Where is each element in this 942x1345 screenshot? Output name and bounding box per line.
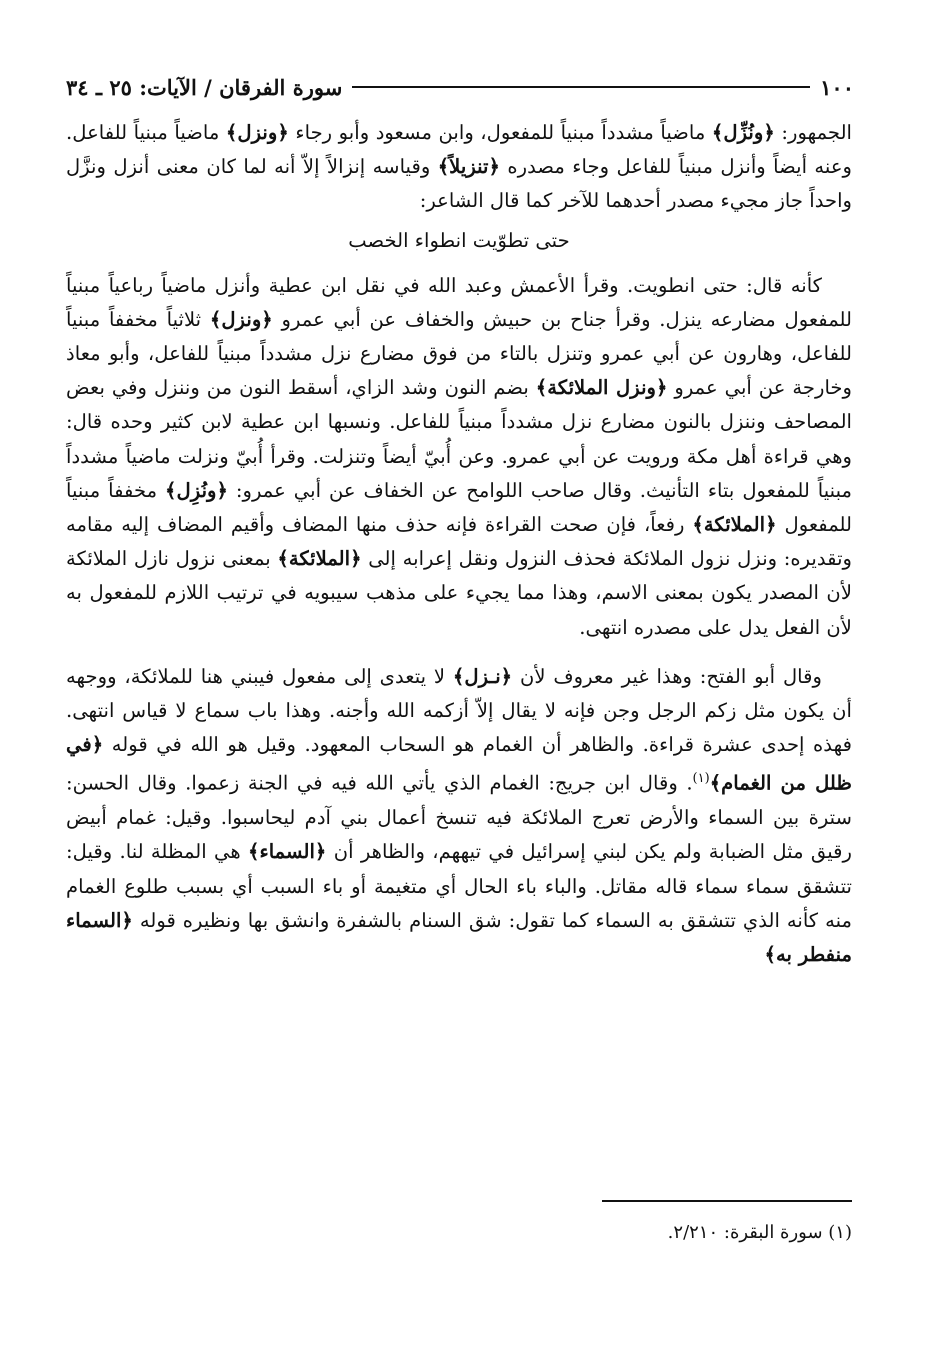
text-segment: ماضياً مشدداً مبنياً للمفعول، وابن مسعود وأبو رجاء: [288, 121, 712, 144]
text-segment: هي المظلة لنا. وقيل: تتشقق سماء سماء قاله مقاتل. والباء باء الحال أي متغيمة أو باء السبب أي بسبب طلوع الغمام منه كأنه الذي تتشقق به السماء كما تقول: شق السنام بالشفرة وانشق بها ونظيره قوله: [66, 840, 852, 932]
quran-quote: ﴿ونُزِّل﴾: [711, 121, 775, 144]
text-segment: الجمهور:: [774, 121, 852, 144]
text-segment: ثلاثياً مخففاً مبنياً للفاعل، وهارون عن أبي عمرو وتنزل بالتاء من فوق مضارع نزل مشدداً مبنياً للفاعل، وأبو معاذ وخارجة عن أبي عمرو: [66, 307, 852, 400]
quran-quote: ﴿ونزل الملائكة﴾: [535, 376, 668, 400]
footnote-separator: [602, 1200, 852, 1202]
main-text: [66, 116, 852, 972]
header-rule: [352, 86, 810, 88]
text-segment: حتى تطوّيت انطواء الخصب: [348, 228, 570, 252]
text-segment: بمعنى نزول نازل الملائكة لأن المصدر يكون بمعنى الاسم، وهذا مما يجيء على مذهب سيبويه في ترتيب اللازم للمفعول به لأن الفعل يدل على مصدره انتهى.: [66, 547, 852, 639]
paragraph-gap: [66, 645, 852, 660]
quran-quote: ﴿السماء﴾: [248, 840, 327, 864]
text-segment: كأنه قال: حتى انطويت. وقرأ الأعمش وعبد الله في نقل ابن عطية وأنزل ماضياً رباعياً مبنياً للمفعول مضارعه ينزل. وقرأ جناح بن حبيش والخفاف عن أبي عمرو: [66, 273, 852, 331]
quran-quote: ﴿ونزل﴾: [209, 307, 273, 331]
paragraph: [66, 660, 852, 972]
text-segment: وقال أبو الفتح: وهذا غير معروف لأن: [512, 664, 822, 688]
quran-quote: ﴿الملائكة﴾: [277, 547, 362, 571]
quran-quote: ﴿السماء منفطر به﴾: [66, 908, 852, 966]
quran-quote: ﴿في ظلل من الغمام﴾: [66, 733, 852, 795]
quran-quote: ﴿تنزيلاً﴾: [437, 155, 500, 179]
paragraph: [66, 116, 852, 219]
poetry-verse: [66, 223, 852, 259]
quran-quote: ﴿نـزل﴾: [452, 664, 513, 688]
quran-quote: ﴿ونزل﴾: [225, 121, 289, 144]
page-number: ١٠٠: [820, 74, 854, 100]
running-title: سورة الفرقان / الآيات: ٢٥ ـ ٣٤: [66, 74, 343, 100]
quran-quote: ﴿ونُزِل﴾: [165, 478, 228, 502]
text-segment: بضم النون وشد الزاي، أسقط النون من وننزل وفي بعض المصاحف وننزل بالنون مضارع نزل مشدداً مبنياً للفاعل. ونسبها ابن عطية لابن كثير وحده قال: وهي قراءة أهل مكة ورويت عن أبي عمرو. وعن أُبيّ أيضاً وتنزلت. وقرأ أُبيّ ونزلت ماضياً مشدداً مبنياً للمفعول بتاء التأنيث. وقال صاحب اللوامح عن الخفاف عن أبي عمرو:: [66, 376, 852, 502]
text-segment: لا يتعدى إلى مفعول فيبني هنا للملائكة، ووجهه أن يكون مثل زكم الرجل وجن فإنه لا يقال إلاّ أزكمه الله وأجنه. وهذا باب سماع لا قياس انتهى. فهذه إحدى عشرة قراءة. والظاهر أن الغمام هو السحاب المعهود. وقيل هو الله في قوله: [66, 664, 852, 757]
text-segment: مخففاً مبنياً للمفعول: [66, 478, 852, 537]
text-segment: رفعاً، فإن صحت القراءة فإنه حذف منها المضاف وأقيم المضاف إليه مقامه وتقديره: ونزل نزول الملائكة فحذف النزول ونقل إعرابه إلى: [66, 513, 852, 571]
footnote-marker: (١): [692, 771, 710, 787]
text-segment: . وقال ابن جريج: الغمام الذي يأتي الله فيه في الجنة زعموا. وقال الحسن: سترة بين السماء والأرض تعرج الملائكة فيه تنسخ أعمال بني آدم ليحاسبوا. وقيل: غمام أبيض رقيق مثل الضبابة ولم يكن لبني إسرائيل في تيههم، والظاهر أن: [66, 771, 852, 864]
paragraph: [66, 269, 852, 645]
quran-quote: ﴿الملائكة﴾: [692, 513, 777, 537]
text-segment: وقياسه إنزالاً إلاّ أنه لما كان معنى أنزل ونزَّل واحداً جاز مجيء مصدر أحدهما للآخر كما قال الشاعر:: [66, 155, 852, 213]
page-header: [66, 72, 854, 102]
footnote: (١) سورة البقرة: ٢/٢١٠.: [667, 1222, 852, 1243]
text-segment: ماضياً مبنياً للفاعل. وعنه أيضاً وأنزل مبنياً للفاعل وجاء مصدره: [66, 121, 852, 179]
